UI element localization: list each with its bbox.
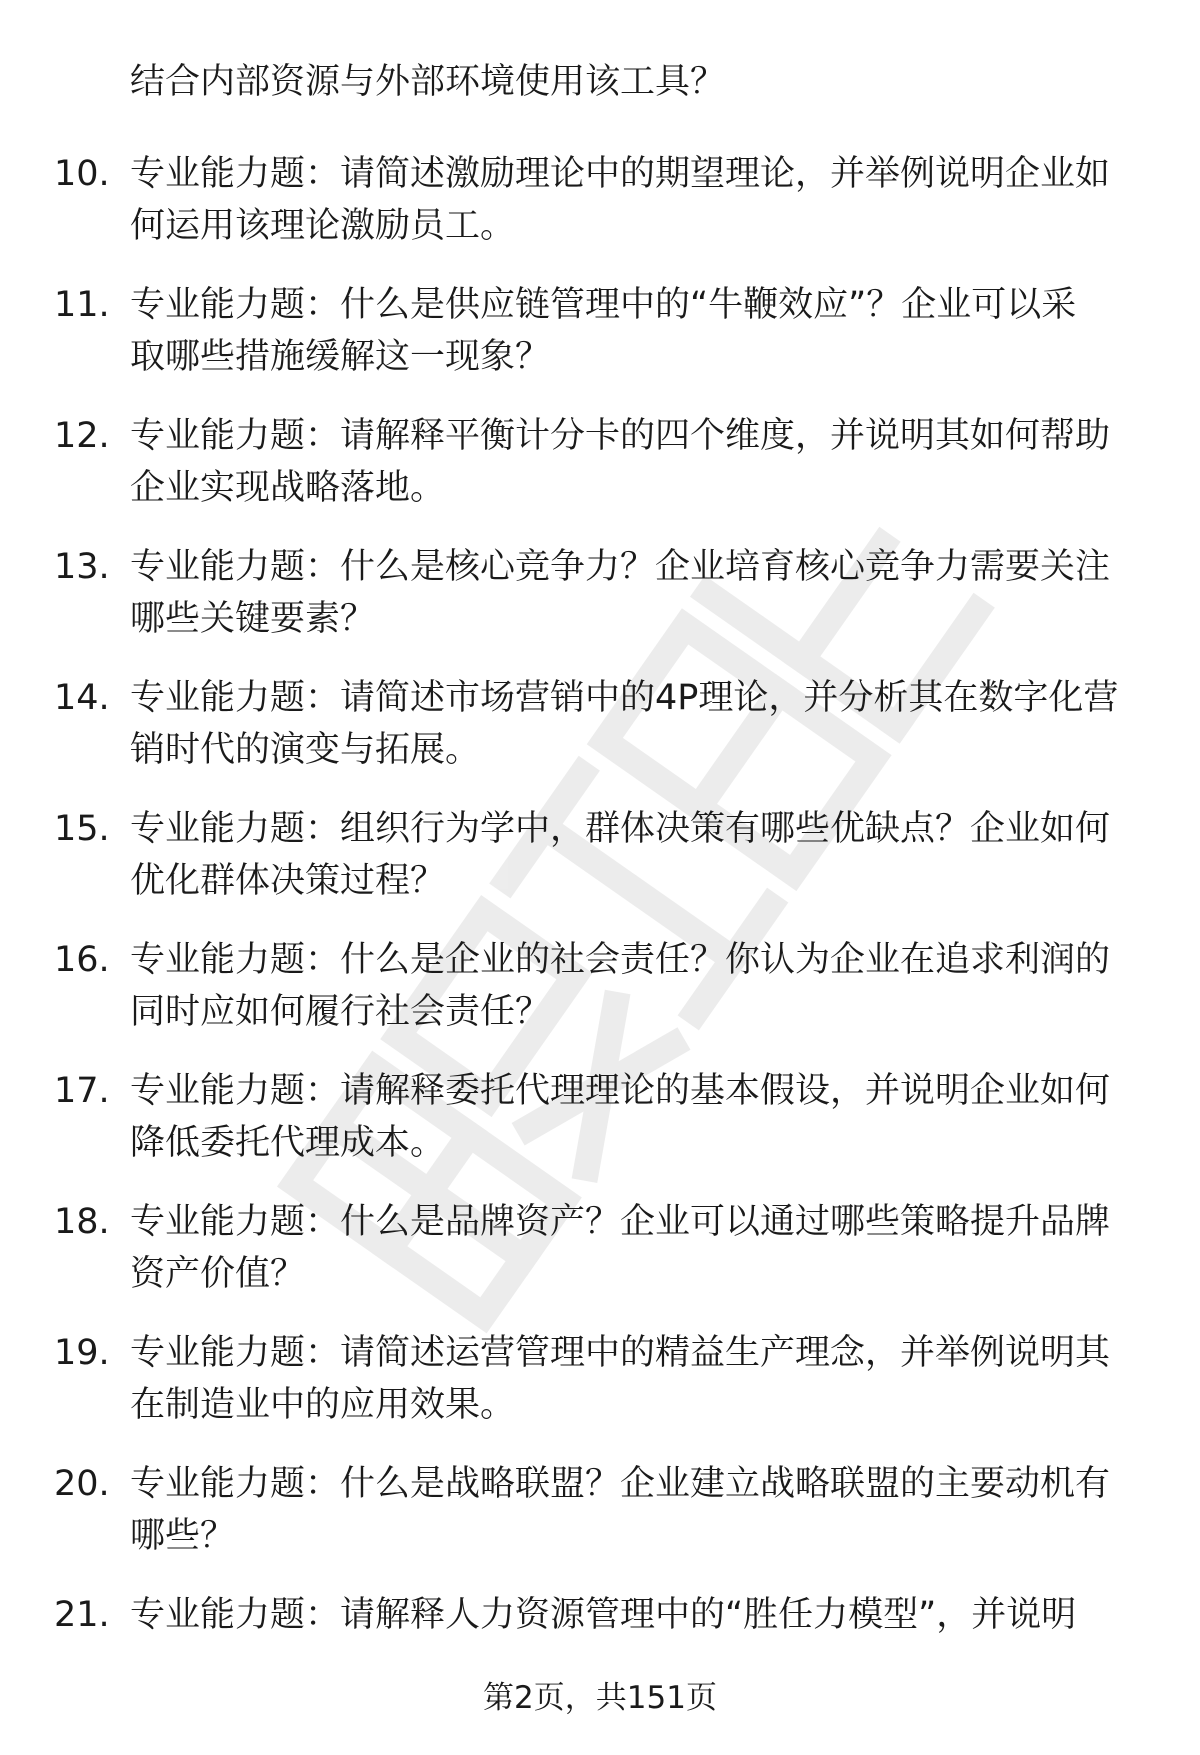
question-number: 15. — [54, 809, 110, 849]
question-text-line: 专业能力题：什么是战略联盟？企业建立战略联盟的主要动机有 — [130, 1464, 1111, 1504]
list-item — [0, 279, 1200, 410]
question-number: 21. — [54, 1595, 110, 1635]
question-text-line: 专业能力题：组织行为学中，群体决策有哪些优缺点？企业如何 — [130, 809, 1111, 849]
question-text-line: 企业实现战略落地。 — [130, 468, 446, 508]
question-number: 16. — [54, 940, 110, 980]
question-number: 14. — [54, 678, 110, 718]
question-text-line: 专业能力题：请简述运营管理中的精益生产理念，并举例说明其 — [130, 1333, 1111, 1373]
question-number: 10. — [54, 154, 110, 194]
question-number: 19. — [54, 1333, 110, 1373]
question-text-line: 专业能力题：什么是核心竞争力？企业培育核心竞争力需要关注 — [130, 547, 1111, 587]
question-text-line: 专业能力题：请解释平衡计分卡的四个维度，并说明其如何帮助 — [130, 416, 1111, 456]
question-text-line: 专业能力题：什么是企业的社会责任？你认为企业在追求利润的 — [130, 940, 1111, 980]
list-item — [0, 803, 1200, 934]
question-text-line: 何运用该理论激励员工。 — [130, 206, 516, 246]
list-item — [0, 541, 1200, 672]
question-text-line: 专业能力题：什么是供应链管理中的“牛鞭效应”？企业可以采 — [130, 285, 1077, 325]
question-text-line: 专业能力题：请解释人力资源管理中的“胜任力模型”，并说明 — [130, 1595, 1077, 1635]
question-number: 13. — [54, 547, 110, 587]
question-text-line: 专业能力题：请简述激励理论中的期望理论，并举例说明企业如 — [130, 154, 1111, 194]
list-item — [0, 934, 1200, 1065]
question-list — [0, 148, 1200, 1720]
question-text-line: 同时应如何履行社会责任？ — [130, 992, 551, 1032]
question-text-line: 取哪些措施缓解这一现象？ — [130, 337, 551, 377]
question-text-line: 优化群体决策过程？ — [130, 861, 446, 901]
page-footer: 第2页，共151页 — [483, 1680, 717, 1716]
question-text-line: 销时代的演变与拓展。 — [130, 730, 481, 770]
list-item — [0, 410, 1200, 541]
list-item — [0, 1327, 1200, 1458]
list-item — [0, 1458, 1200, 1589]
question-number: 11. — [54, 285, 110, 325]
list-item — [0, 1196, 1200, 1327]
question-number: 18. — [54, 1202, 110, 1242]
question-text-line: 哪些关键要素？ — [130, 599, 376, 639]
question-text-line: 专业能力题：请简述市场营销中的4P理论，并分析其在数字化营 — [130, 678, 1119, 718]
question-text-line: 降低委托代理成本。 — [130, 1123, 446, 1163]
question-number: 12. — [54, 416, 110, 456]
question-text-line: 资产价值？ — [130, 1254, 306, 1294]
continued-question-text: 结合内部资源与外部环境使用该工具？ — [130, 62, 726, 102]
question-text-line: 专业能力题：什么是品牌资产？企业可以通过哪些策略提升品牌 — [130, 1202, 1111, 1242]
question-text-line: 专业能力题：请解释委托代理理论的基本假设，并说明企业如何 — [130, 1071, 1111, 1111]
list-item — [0, 672, 1200, 803]
list-item — [0, 148, 1200, 279]
question-text-line: 在制造业中的应用效果。 — [130, 1385, 516, 1425]
question-text-line: 哪些？ — [130, 1516, 236, 1556]
list-item — [0, 1065, 1200, 1196]
question-number: 17. — [54, 1071, 110, 1111]
question-number: 20. — [54, 1464, 110, 1504]
